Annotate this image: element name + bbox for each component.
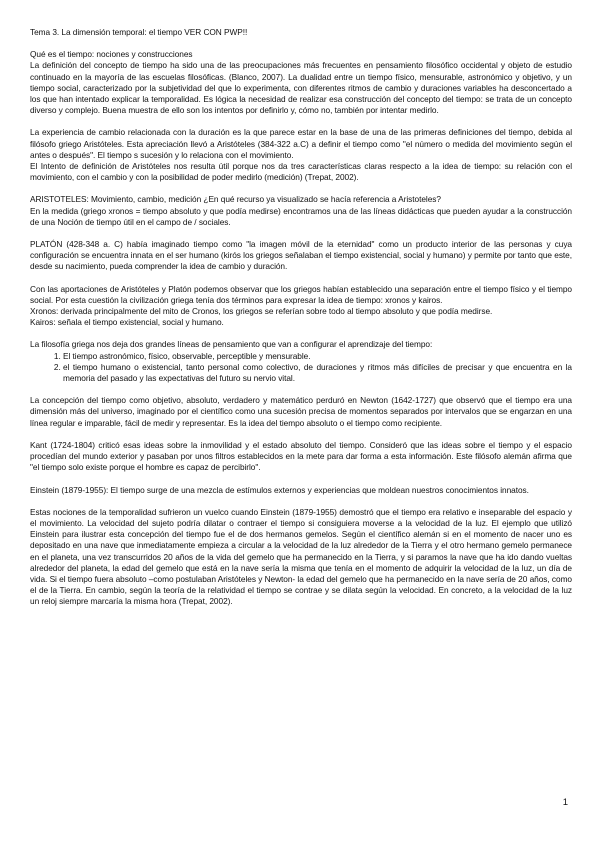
paragraph-einstein: Einstein (1879-1955): El tiempo surge de una mezcla de estímulos externos y experiencias que moldean nuestros conocimientos innatos. (30, 484, 529, 495)
section-heading: Qué es el tiempo: nociones y construcciones (30, 49, 193, 60)
paragraph-kant: Kant (1724-1804) criticó esas ideas sobre la inmovilidad y el estado absoluto del tiempo. Consideró que las ideas sobre el tiempo y el espacio procedían del mundo exterior y pasaban por unos filtros establecidos en la mete para dar forma a esta información. Este filósofo alemán afirma que "el tiempo solo existe porque el hombre es capaz de percibirlo". (30, 439, 572, 473)
paragraph-aristotle-definition: El Intento de definición de Aristóteles nos resulta útil porque nos da tres características claras respecto a la idea de tiempo: su relación con el movimiento, con el cambio y con la posibilidad de poder medirlo (medición) (Trepat, 2002). (30, 161, 572, 183)
list-item: 1. El tiempo astronómico, físico, observable, perceptible y mensurable. (63, 351, 572, 362)
document-title: Tema 3. La dimensión temporal: el tiempo VER CON PWP!! (30, 27, 248, 37)
list-item: 2. el tiempo humano o existencial, tanto personal como colectivo, de duraciones y ritmos más difíciles de precisar y que encuentra en la memoria del pasado y las expectativas del futuro su nervio vital. (63, 362, 572, 384)
paragraph-greek-separation: Con las aportaciones de Aristóteles y Platón podemos observar que los griegos habían establecido una separación entre el tiempo físico y el tiempo social. Por esta cuestión la civilización griega tenía dos términos para expresar la idea de tiempo: xronos y kairos. (30, 283, 572, 305)
paragraph-kairos: Kairos: señala el tiempo existencial, social y humano. (30, 317, 224, 328)
paragraph-newton: La concepción del tiempo como objetivo, absoluto, verdadero y matemático perduró en Newton (1642-1727) que observó que el tiempo era una dimensión más del universo, imaginado por el científico como una sucesión precisa de momentos separados por intervalos que se engarzan en una línea regular e imparable, fácil de medir y representar. Es la idea del tiempo absoluto o el tiempo como recipiente. (30, 395, 572, 428)
paragraph-greek-philosophy: La filosofía griega nos deja dos grandes líneas de pensamiento que van a configurar el aprendizaje del tiempo: (30, 339, 433, 350)
page-number: 1 (562, 797, 568, 808)
page-content (30, 27, 572, 619)
paragraph-definition: La definición del concepto de tiempo ha sido una de las preocupaciones más frecuentes en pensamiento filosófico occidental y objeto de estudio continuado en la mayoría de las escuelas filosóficas. (Blanco, 2007). La dualidad entre un tiempo físico, mensurable, astronómico y objetivo, y un tiempo social, caracterizado por la subjetividad del que lo experimenta, con diferentes ritmos de cambio y duraciones variables ha desconcertado a los que han intentado explicar la temporalidad. Es lógica la necesidad de realizar esa construcción del concepto del tiempo: se trata de un concepto diverso y complejo. Buena muestra de ello son los intentos por definirlo y, cómo no, también por intentar medirlo. (30, 60, 572, 116)
paragraph-measure: En la medida (griego xronos = tiempo absoluto y que podía medirse) encontramos una de las líneas didácticas que pueden ayudar a la construcción de una Noción de tiempo útil en el campo de / sociales. (30, 205, 572, 227)
paragraph-relativity: Estas nociones de la temporalidad sufrieron un vuelco cuando Einstein (1879-1955) demostró que el tiempo era relativo e inseparable del espacio y el movimiento. La velocidad del sujeto podría dilatar o contraer el tiempo si consiguiera moverse a la velocidad de la luz. El ejemplo que utilizó Einstein para ilustrar esta concepción del tiempo fue el de dos hermanos gemelos. Según el científico alemán si en el momento de nacer uno es depositado en una nave que inmediatamente empieza a circular a la velocidad de la luz alrededor de la Tierra y el otro hermano gemelo permanece en el planeta, una vez transcurridos 20 años de la vida del gemelo que ha permanecido en la Tierra, y si paramos la nave que ha ido dando vueltas alrededor del planeta, la edad del gemelo que está en la nave sería la misma que tenía en el momento de adquirir la velocidad de la luz, un día de vida. Si el tiempo fuera absoluto –como postulaban Aristóteles y Newton- la edad del gemelo que ha permanecido en la nave sería de 20 años, como el de la Tierra. En cambio, según la teoría de la relatividad el tiempo se contrae y se dilata según la velocidad. En concreto, a la velocidad de la luz un reloj siempre marcaría la misma hora (Trepat, 2002). (30, 506, 572, 607)
paragraph-aristotle-question: ARISTOTELES: Movimiento, cambio, medición ¿En qué recurso ya visualizado se hacía referencia a Aristoteles? (30, 194, 441, 205)
numbered-list (30, 351, 572, 385)
paragraph-xronos: Xronos: derivada principalmente del mito de Cronos, los griegos se referían sobre todo al tiempo absoluto y que podía medirse. (30, 306, 493, 317)
paragraph-plato: PLATÓN (428-348 a. C) había imaginado tiempo como "la imagen móvil de la eternidad" como un producto interior de las personas y cuya configuración se encuentra innata en el ser humano (kirós los griegos señalaban el tiempo existencial, social y humano) y permite por tanto que este, desde su nacimiento, pueda comprender la idea de cambio y duración. (30, 239, 572, 272)
paragraph-aristotle: La experiencia de cambio relacionada con la duración es la que parece estar en la base de una de las primeras definiciones del tiempo, debida al filósofo griego Aristóteles. Esta apreciación llevó a Aristóteles (384-322 a.C) a definir el tiempo como "el número o medida del movimiento según el antes o después". El tiempo s sucesión y lo relaciona con el movimiento. (30, 127, 572, 160)
